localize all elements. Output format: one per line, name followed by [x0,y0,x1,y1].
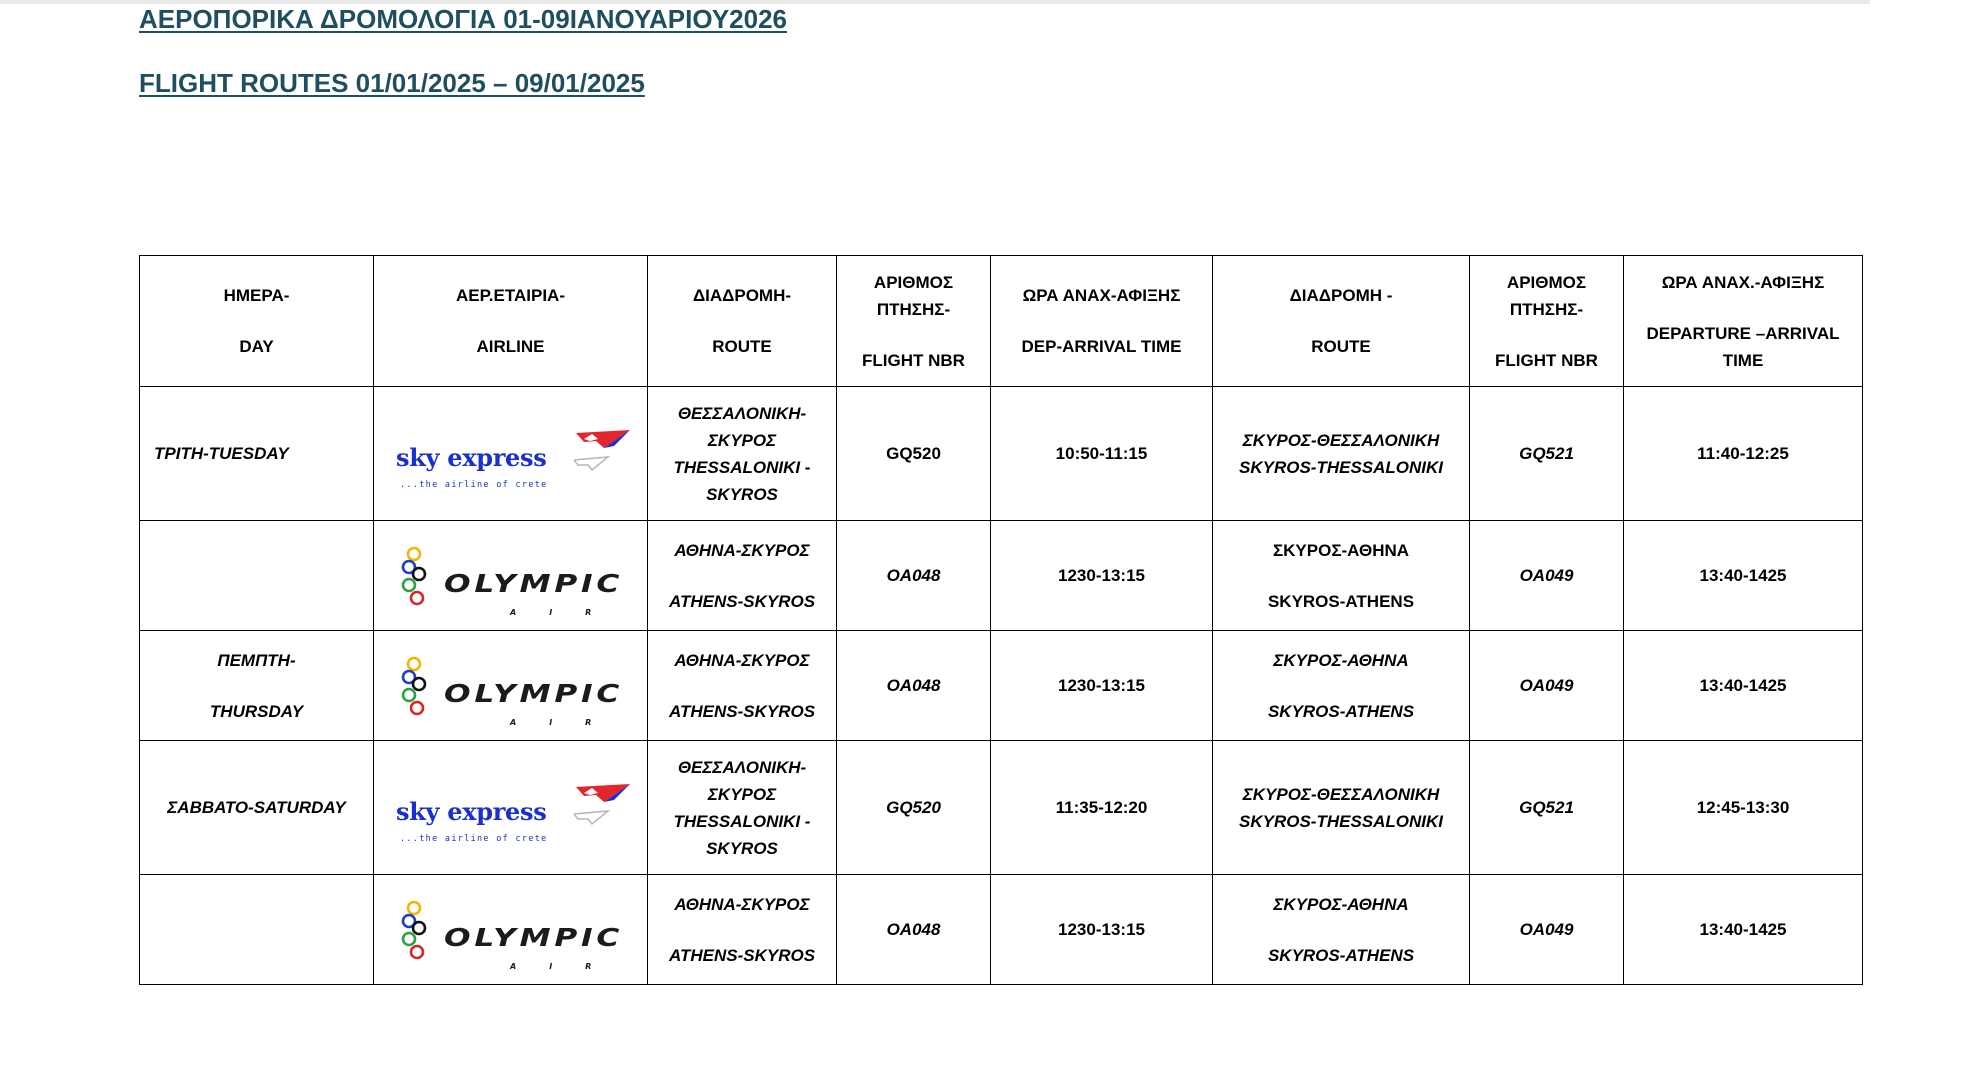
header-route-return [1213,256,1470,387]
day-cell [140,741,374,875]
header-time-return-line: TIME [1722,350,1764,370]
route-return-cell [1213,875,1470,985]
day-cell [140,387,374,521]
flight-return-cell: OA049 [1470,875,1624,985]
route-line: ΘΕΣΣΑΛΟΝΙΚΗ- [677,403,807,423]
sky-express-wordmark: sky express [396,442,547,472]
route-line: SKYROS [706,484,778,504]
time-return-cell: 13:40-1425 [1624,521,1863,631]
flight-return-cell: OA049 [1470,521,1624,631]
route-line: ΣΚΥΡΟΣ-ΑΘΗΝΑ [1273,650,1409,670]
flight-return-cell: GQ521 [1470,387,1624,521]
sky-express-logo [396,430,646,490]
time-return-cell: 13:40-1425 [1624,631,1863,741]
olympic-rings-icon [400,546,436,610]
route-line: ΑΘΗΝΑ-ΣΚΥΡΟΣ [674,650,810,670]
header-route-return-line: ΔΙΑΔΡΟΜΗ - [1289,286,1393,305]
header-route-out-line: ROUTE [712,337,772,356]
olympic-air-logo [400,900,648,970]
airline-cell [374,521,648,631]
olympic-air-logo [400,546,648,616]
flight-out-cell: OA048 [837,631,991,741]
route-line: ATHENS-SKYROS [668,945,816,965]
time-out-cell: 1230-13:15 [991,631,1213,741]
header-route-out [648,256,837,387]
day-cell [140,631,374,741]
header-flight-return [1470,256,1624,387]
olympic-wordmark: OLYMPIC [444,922,624,952]
header-time-return-line: ΩΡΑ ΑΝΑΧ.-ΑΦΙΞΗΣ [1661,272,1825,292]
header-route-out-line: ΔΙΑΔΡΟΜΗ- [692,286,792,305]
day-cell [140,521,374,631]
route-line: ΣΚΥΡΟΣ-ΘΕΣΣΑΛΟΝΙΚΗ [1242,430,1440,450]
day-label: ΠΕΜΠΤΗ- [217,650,296,670]
route-line: ΑΘΗΝΑ-ΣΚΥΡΟΣ [674,540,810,560]
route-out-cell [648,387,837,521]
schedule-row [140,631,1863,741]
flight-return-cell: GQ521 [1470,741,1624,875]
header-time-out-line: DEP-ARRIVAL TIME [1021,337,1182,356]
flight-return-cell: OA049 [1470,631,1624,741]
schedule-row [140,741,1863,875]
schedule-row [140,875,1863,985]
route-line: ΣΚΥΡΟΣ [707,430,777,450]
day-label: THURSDAY [209,701,304,721]
route-return-cell [1213,741,1470,875]
sky-express-plane-icon [574,784,634,832]
airline-cell [374,875,648,985]
time-out-cell: 1230-13:15 [991,875,1213,985]
route-line: ΣΚΥΡΟΣ-ΘΕΣΣΑΛΟΝΙΚΗ [1242,784,1440,804]
route-out-cell [648,631,837,741]
route-line: ΘΕΣΣΑΛΟΝΙΚΗ- [677,757,807,777]
olympic-rings-icon [400,656,436,720]
header-route-return-line: ROUTE [1311,337,1371,356]
header-flight-out [837,256,991,387]
route-line: ΑΘΗΝΑ-ΣΚΥΡΟΣ [674,894,810,914]
route-line: SKYROS-ATHENS [1267,701,1415,721]
header-airline-line: ΑΕΡ.ΕΤΑΙΡΙΑ- [456,286,565,305]
sky-express-tagline: ...the airline of crete [400,479,548,490]
olympic-air-subtext: AIR [510,961,625,971]
flight-out-cell: GQ520 [837,387,991,521]
olympic-air-subtext: AIR [510,717,625,727]
day-label: ΤΡΙΤΗ-TUESDAY [154,444,289,463]
title-english: FLIGHT ROUTES 01/01/2025 – 09/01/2025 [139,68,645,98]
sky-express-wordmark: sky express [396,796,547,826]
day-label: ΣΑΒΒΑΤΟ-SATURDAY [167,798,346,817]
flight-schedule-table [139,255,1863,985]
header-airline [374,256,648,387]
airline-cell [374,631,648,741]
airline-cell [374,741,648,875]
time-out-cell: 11:35-12:20 [991,741,1213,875]
route-line: SKYROS-ATHENS [1267,591,1415,611]
sky-express-logo [396,784,646,844]
route-line: SKYROS-THESSALONIKI [1238,811,1444,831]
route-line: SKYROS [706,838,778,858]
sky-express-plane-icon [574,430,634,478]
header-flight-out-line: ΠΤΗΣΗΣ- [876,299,951,319]
route-line: ΣΚΥΡΟΣ [707,784,777,804]
header-day-line: DAY [239,337,274,356]
schedule-row [140,387,1863,521]
header-flight-return-line: FLIGHT NBR [1495,350,1598,370]
header-flight-out-line: FLIGHT NBR [862,350,965,370]
route-return-cell [1213,631,1470,741]
header-time-out [991,256,1213,387]
olympic-rings-icon [400,900,436,964]
route-line: ATHENS-SKYROS [668,701,816,721]
header-row [140,256,1863,387]
flight-out-cell: GQ520 [837,741,991,875]
schedule-row [140,521,1863,631]
route-line: SKYROS-THESSALONIKI [1238,457,1444,477]
route-out-cell [648,875,837,985]
route-line: ΣΚΥΡΟΣ-ΑΘΗΝΑ [1272,540,1410,560]
route-line: ΣΚΥΡΟΣ-ΑΘΗΝΑ [1273,894,1409,914]
sky-express-tagline: ...the airline of crete [400,833,548,844]
olympic-air-subtext: AIR [510,607,625,617]
route-line: ATHENS-SKYROS [668,591,816,611]
header-time-out-line: ΩΡΑ ΑΝΑΧ-ΑΦΙΞΗΣ [1022,286,1181,305]
header-day-line: ΗΜΕΡΑ- [223,286,290,305]
route-out-cell [648,521,837,631]
flight-out-cell: OA048 [837,875,991,985]
olympic-air-logo [400,656,648,726]
route-out-cell [648,741,837,875]
olympic-wordmark: OLYMPIC [444,568,624,598]
day-cell [140,875,374,985]
route-return-cell [1213,387,1470,521]
title-greek: ΑΕΡΟΠΟΡΙΚΑ ΔΡΟΜΟΛΟΓΙΑ 01-09ΙΑΝΟΥΑΡΙΟΥ2026 [139,4,787,34]
header-flight-return-line: ΠΤΗΣΗΣ- [1509,299,1584,319]
olympic-wordmark: OLYMPIC [444,678,624,708]
time-return-cell: 11:40-12:25 [1624,387,1863,521]
route-return-cell [1213,521,1470,631]
time-return-cell: 12:45-13:30 [1624,741,1863,875]
route-line: THESSALONIKI - [673,811,811,831]
header-flight-out-line: ΑΡΙΘΜΟΣ [873,272,954,292]
flight-out-cell: OA048 [837,521,991,631]
header-airline-line: AIRLINE [476,337,545,356]
header-day [140,256,374,387]
airline-cell [374,387,648,521]
route-line: SKYROS-ATHENS [1267,945,1415,965]
header-time-return-line: DEPARTURE –ARRIVAL [1646,323,1840,343]
time-out-cell: 10:50-11:15 [991,387,1213,521]
header-time-return [1624,256,1863,387]
route-line: THESSALONIKI - [673,457,811,477]
time-return-cell: 13:40-1425 [1624,875,1863,985]
header-flight-return-line: ΑΡΙΘΜΟΣ [1506,272,1587,292]
time-out-cell: 1230-13:15 [991,521,1213,631]
